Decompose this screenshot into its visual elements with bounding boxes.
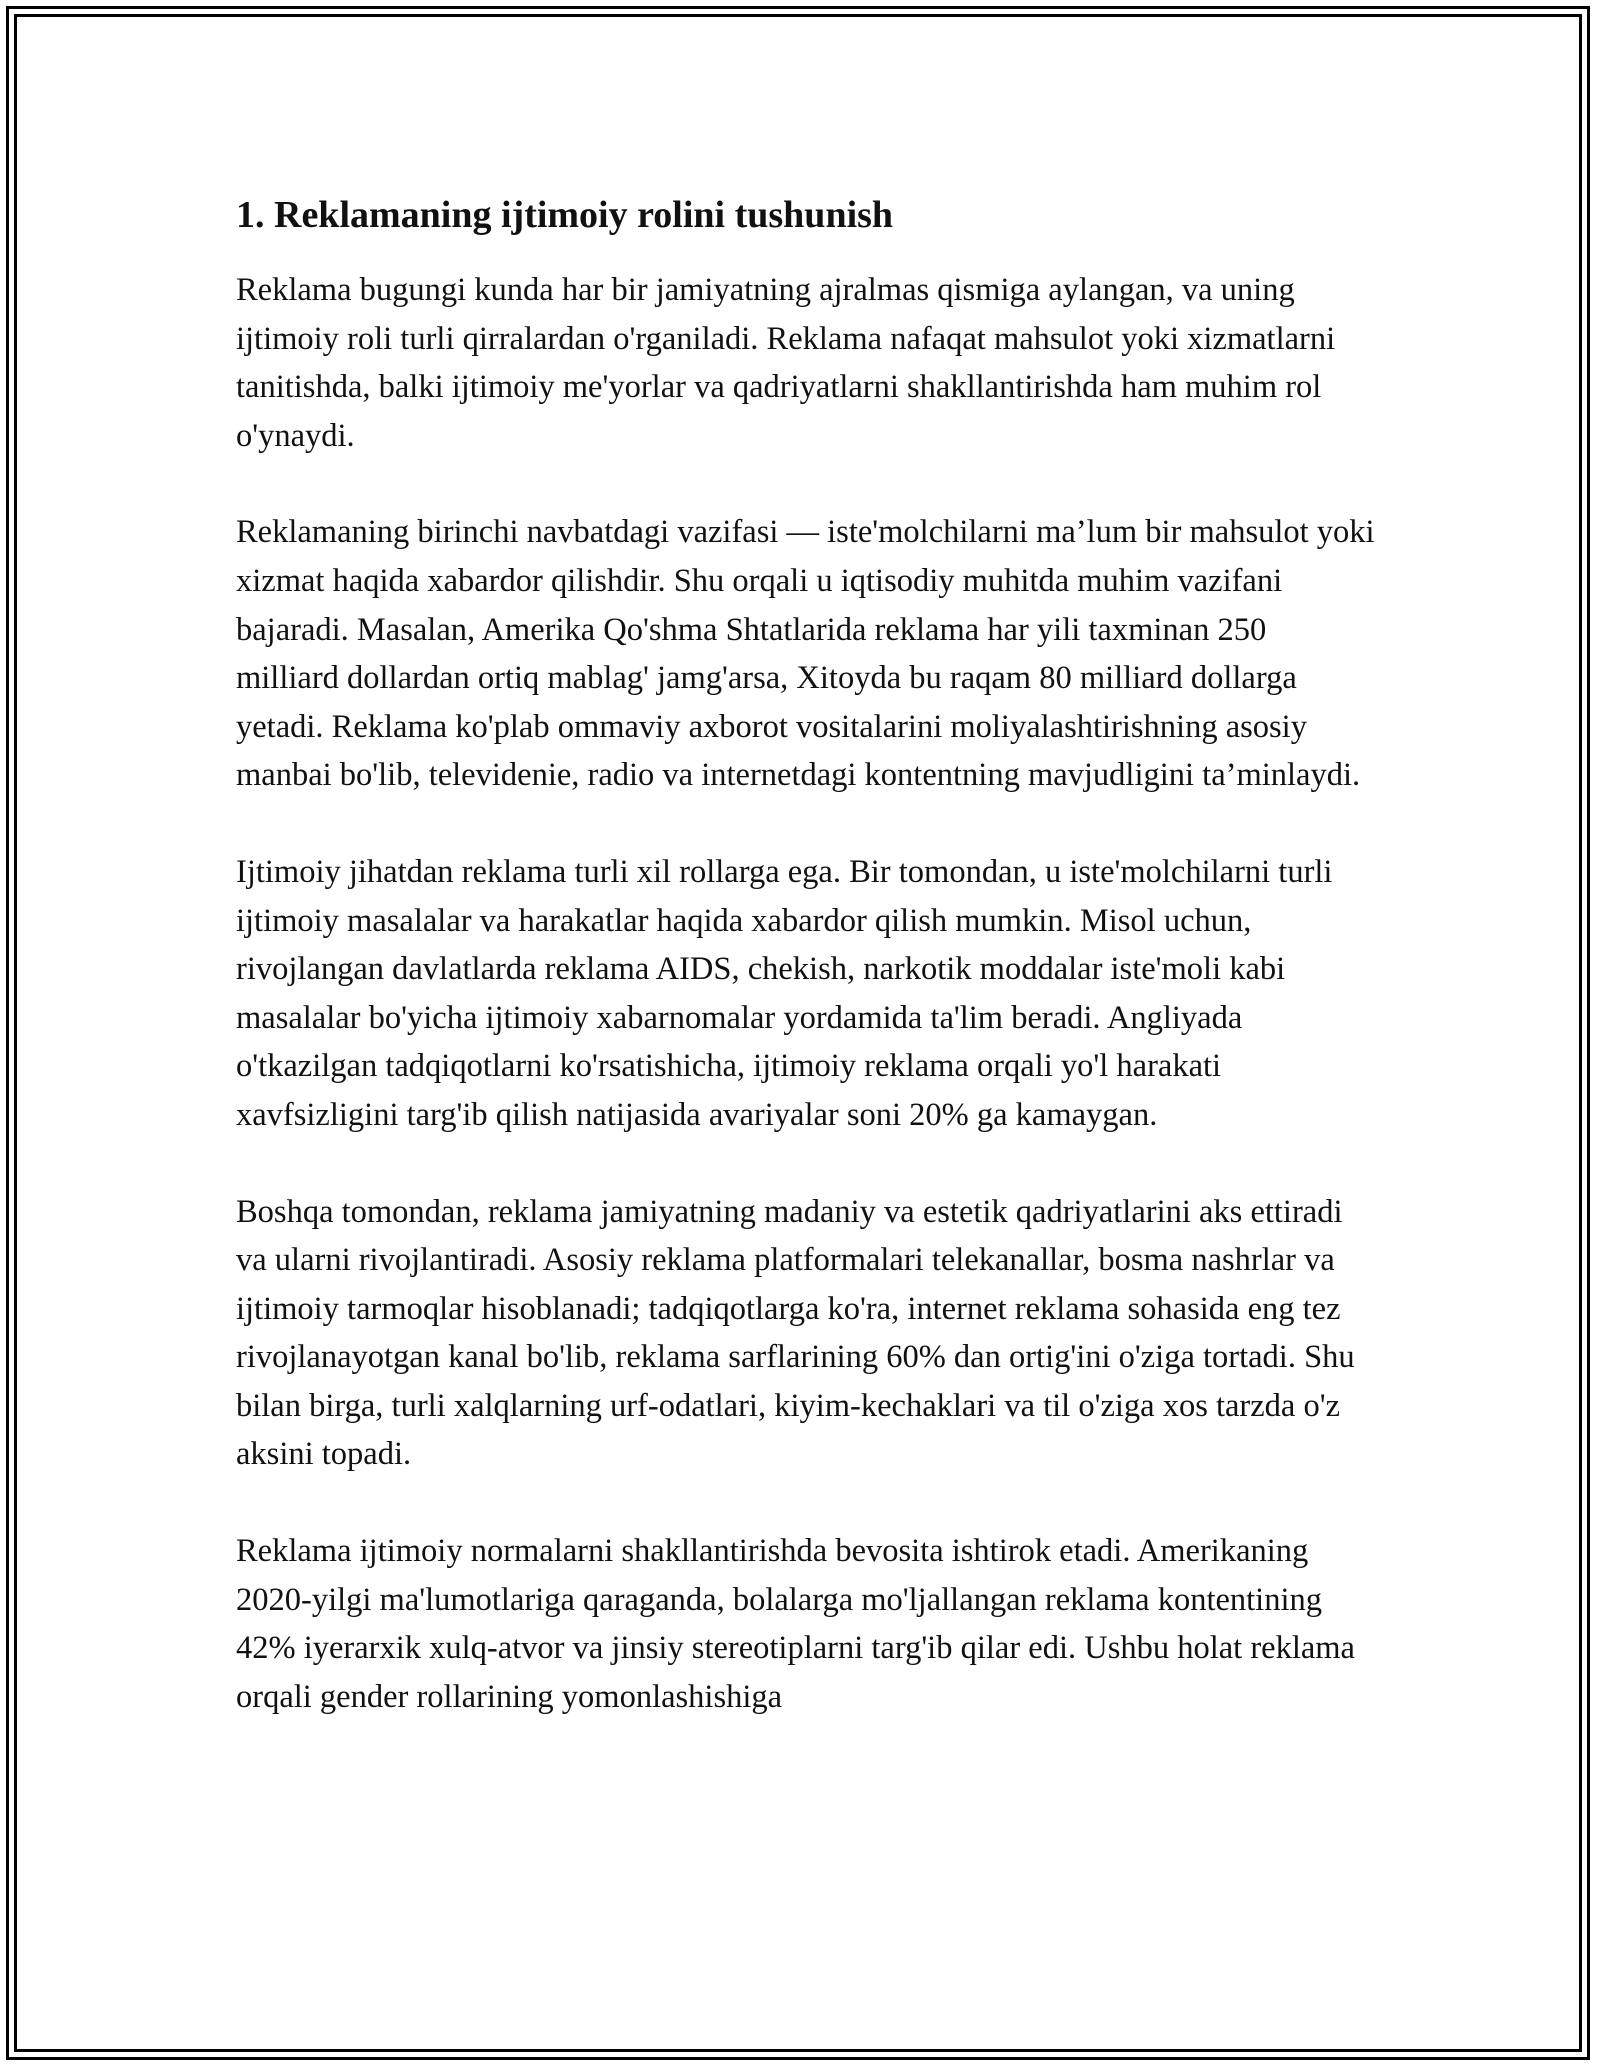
paragraph-5: Reklama ijtimoiy normalarni shakllantirishda bevosita ishtirok etadi. Amerikaning 2020-yilgi ma'lumotlariga qaraganda, bolalarga mo'ljallangan reklama kontentining 42% iyerarxik xulq-atvor va jinsiy stereotiplarni targ'ib qilar edi. Ushbu holat reklama orqali gender rollarining yomonlashishiga — [236, 1533, 1355, 1715]
paragraph-3: Ijtimoiy jihatdan reklama turli xil rollarga ega. Bir tomondan, u iste'molchilarni turli ijtimoiy masalalar va harakatlar haqida xabardor qilish mumkin. Misol uchun, rivojlangan davlatlarda reklama AIDS, chekish, narkotik moddalar iste'moli kabi masalalar bo'yicha ijtimoiy xabarnomalar yordamida ta'lim beradi. Angliyada o'tkazilgan tadqiqotlarni ko'rsatishicha, ijtimoiy reklama orqali yo'l harakati xavfsizligini targ'ib qilish natijasida avariyalar soni 20% ga kamaygan. — [236, 853, 1333, 1133]
document-body — [236, 186, 1376, 1769]
section-heading: 1. Reklamaning ijtimoiy rolini tushunish — [236, 194, 894, 236]
paragraph-2: Reklamaning birinchi navbatdagi vazifasi — iste'molchilarni ma’lum bir mahsulot yoki xizmat haqida xabardor qilishdir. Shu orqali u iqtisodiy muhitda muhim vazifani bajaradi. Masalan, Amerika Qo'shma Shtatlarida reklama har yili taxminan 250 milliard dollardan ortiq mablag' jamg'arsa, Xitoyda bu raqam 80 milliard dollarga yetadi. Reklama ko'plab ommaviy axborot vositalarini moliyalashtirishning asosiy manbai bo'lib, televidenie, radio va internetdagi kontentning mavjudligini ta’minlaydi. — [236, 514, 1375, 794]
paragraph-4: Boshqa tomondan, reklama jamiyatning madaniy va estetik qadriyatlarini aks ettiradi va ularni rivojlantiradi. Asosiy reklama platformalari telekanallar, bosma nashrlar va ijtimoiy tarmoqlar hisoblanadi; tadqiqotlarga ko'ra, internet reklama sohasida eng tez rivojlanayotgan kanal bo'lib, reklama sarflarining 60% dan ortig'ini o'ziga tortadi. Shu bilan birga, turli xalqlarning urf-odatlari, kiyim-kechaklari va til o'ziga xos tarzda o'z aksini topadi. — [236, 1193, 1355, 1473]
paragraph-1: Reklama bugungi kunda har bir jamiyatning ajralmas qismiga aylangan, va uning ijtimoiy roli turli qirralardan o'rganiladi. Reklama nafaqat mahsulot yoki xizmatlarni tanitishda, balki ijtimoiy me'yorlar va qadriyatlarni shakllantirishda ham muhim rol o'ynaydi. — [236, 272, 1336, 454]
